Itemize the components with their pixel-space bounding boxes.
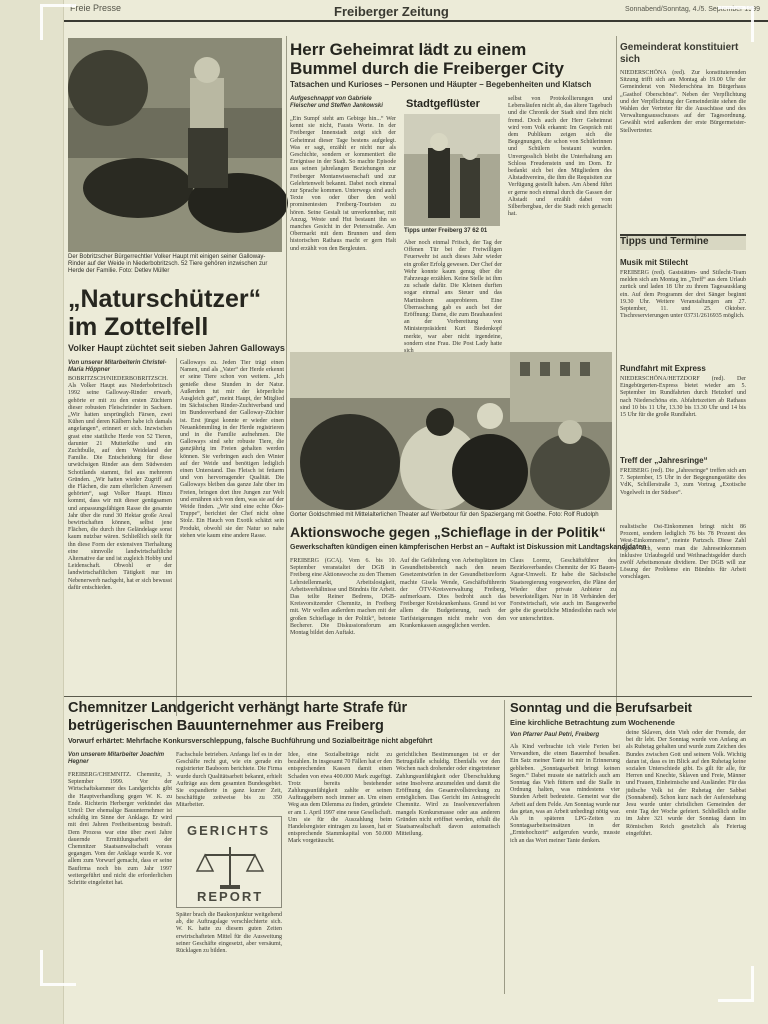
aktion-column-1: FREIBERG (GCA). Vom 6. bis 10. September veranstaltet der DGB in Freiberg eine Aktionswoche zu den Themen Lehrstellenmarkt, Arbeitslosigkeit, Arbeitsverhältnisse und Bündnis für Arbeit. Das teilte Reiner Bedrens, DGB-Kreisvorsitzender Chemnitz, in Freiberg mit. Wir wollen außerdem machen mit der großen Schieflage in der Politik“, betonte Becherer. Die Diskussionsforum am Montag bildet den Auftakt. xyxy=(290,558,396,637)
aktion-headline: Aktionswoche gegen „Schieflage in der Politik“ xyxy=(290,524,606,540)
galloway-photo-illustration xyxy=(68,38,282,252)
masthead-left: Freie Presse xyxy=(70,3,122,13)
left-margin xyxy=(0,0,64,1024)
landgericht-byline: Von unserem Mitarbeiter Joachim Hegner xyxy=(68,752,165,765)
galloway-headline-line2: im Zottelfell xyxy=(68,313,209,341)
galloway-headline-line1: „Naturschützer“ xyxy=(68,285,262,313)
landgericht-column-4: gerichtlichen Bestimmungen ist er der Betrugsfälle schuldig. Ebenfalls vor den Wochen nach drohender oder eingetretener Zahlungsunfähigkeit oder Überschuldung seine Insolvenz anzumelden und damit die Eröffnung des Gesamtvollstreckung zu ermöglichen. Das Gericht im Antragrecht Chemnitz. Wird zu Insolvenzverfahren mangels Konkursmasse oder aus anderen Gründen nicht eröffnet werden, erhält die Staatsanwaltschaft davon automatisch Mitteilung. xyxy=(396,752,500,838)
tips-section-2-title: Rundfahrt mit Express xyxy=(620,364,706,373)
gerichtsreport-scales-icon xyxy=(177,843,283,893)
aktion-column-4: realistische Ost-Einkommen bringt nicht 86 Prozent, sondern lediglich 76 bis 78 Prozent des West-Einkommens“, meinte Partzsch. Diese Zahl ergebe sich, wenn man die Jahreseinkommen inklusive Urlaubsgeld und Weihnachtsgelder durch zwölf Arbeitsmonate dividiere. Der DGB will zur Lösung der Probleme ein Bündnis für Arbeit vorschlagen. xyxy=(620,524,746,581)
stadtgefluester-caption: Tipps unter Freiberg 37 62 01 xyxy=(404,228,488,234)
masthead-date: Sonnabend/Sonntag, 4./5. September 1999 xyxy=(624,6,760,13)
tips-title: Tipps und Termine xyxy=(620,236,709,247)
aktion-photo-illustration xyxy=(290,352,612,510)
aktion-photo-caption: Gorter Goldschmied mit Mittelalterlichen Theater auf Werbetour für den Spaziergang mit Goethe. Foto: Rolf Rudolph xyxy=(290,512,599,518)
stadtgefluester-photo-illustration xyxy=(404,114,500,226)
right-column-rule xyxy=(616,36,617,716)
bummel-column-1: „Ein Sumpf steht am Gebirge hin...“ Wer kennt sie nicht, Fausts Worte. In der Freiberger Innenstadt zeigt sich der Geheimrat dieser Tage bestens aufgelegt. Was er sagt, erzählt er nicht nur als Geschichte, sondern er kommentiert die Ereignisse in der Stadt. So machte Episode aus seinen jahrelangen Beziehungen zur Freiberger Montanwissenschaft und zur Gelehrtenwelt bekannt. Dabei noch einmal zur Sprache kommen. Unterwegs sind auch Texte von oder über den wohl prominentesten Freiberg-Touristen zu hören. Seine Gestalt ist unverkennbar, mit Anzug, Weste und Hut bestaunt ihn so manches Gesicht in der Petersstraße. Am Obermarkt mit dem Brunnen und dem historischen Rathaus macht er gern Halt und erzählt von den Bergleuten. xyxy=(290,116,396,252)
galloway-subhead: Volker Haupt züchtet seit sieben Jahren Galloways xyxy=(68,343,285,353)
bummel-subhead: Tatsachen und Kurioses – Personen und Häupter – Begebenheiten und Klatsch xyxy=(290,80,592,89)
sonntag-subhead: Eine kirchliche Betrachtung zum Wochenende xyxy=(510,718,675,727)
bummel-headline-line1: Herr Geheimrat lädt zu einem xyxy=(290,40,527,59)
landgericht-subhead: Vorwurf erhärtet: Mehrfache Konkursverschleppung, falsche Buchführung und Sozialbeiträge nicht abgeführt xyxy=(68,738,433,745)
gerichtsreport-line2: REPORT xyxy=(197,889,264,904)
stadtgefluester-photo xyxy=(404,114,500,226)
bummel-headline-line2: Bummel durch die Freiberger City xyxy=(290,59,564,78)
left-section-rule xyxy=(286,36,287,716)
viewfinder-corner-top-right xyxy=(718,6,754,42)
gerichtsreport-line1: GERICHTS xyxy=(187,823,271,838)
landgericht-column-2b: Später brach die Baukonjunktur weitgehend ab, die Auftragslage verschlechterte sich. W. K. hatte zu diesem guten Zeiten erwirtschafteten Mittel für die Ausweitung seiner Geschäfte eingesetzt, aber versäumt, Rücklagen zu bilden. xyxy=(176,912,282,955)
tips-section-3-title: Treff der „Jahresringe“ xyxy=(620,456,708,465)
aktion-column-2: Auf die Gefährdung von Arbeitsplätzen im Gesundheitsbereich nach den neuen Gesetzentwürfen in der Gesundheitsreform machte Gisela Wende, Geschäftsführerin der ÖTV-Kreisverwaltung Freiberg, aufmerksam. Dies bedroht auch das Freiberger Kreiskrankenhaus. Grund ist vor allem die Budgetierung, nach der Tarifsteigerungen nicht mehr von den Krankenkassen ausgeglichen werden. xyxy=(400,558,506,629)
tips-section-1-text: FREIBERG (red). Gaststätten- und Stilecht-Team melden sich am Montag im „Treff“ aus dem Urlaub zurück und laden 18 Uhr zu ihrem Tagesausklang ein. Auf dem Programm der drei Sänger beginnt 19.30 Uhr. Weitere Veranstaltungen am 27. September, 11. und 25. Oktober. Tischreservierungen unter 03731/2616935 möglich. xyxy=(620,270,746,320)
aktion-column-3: Claus Lorenz, Geschäftsführer des Bezirksverbandes Chemnitz der IG Bauen-Agrar-Umwelt. Er habe die Sächsische Staatsregierung vorgeworfen, die Pläne der Wieder über private Anbieter zu bewerkstelligen. Nur in 18 Verbänden der Forstwirtschaft, wie auch im Baugewerbe gebe die gesetzliche Mindestlohn nach wie vor unterschritten. xyxy=(510,558,616,622)
viewfinder-corner-bottom-left xyxy=(40,950,76,986)
gemeinderat-title: Gemeinderat konstituiert sich xyxy=(620,42,739,65)
lower-section-rule xyxy=(64,696,752,697)
aktion-photo xyxy=(290,352,612,510)
viewfinder-corner-top-left xyxy=(40,4,76,40)
galloway-photo-caption: Der Bobritzscher Bürgerrechtler Volker Haupt mit einigen seiner Galloway-Rinder auf der Weide in Niederbobritzsch. 52 Tiere gehören inzwischen zur Herde der Familie. Foto: Detlev Müller xyxy=(68,254,268,274)
masthead-title: Freiberger Zeitung xyxy=(334,4,449,19)
bummel-byline: Aufgeschnappt von Gabriele Fleischer und Steffen Jankowski xyxy=(290,96,383,109)
tips-section-1-title: Musik mit Stilecht xyxy=(620,258,689,267)
galloway-column-2: Galloways zu. Jeden Tier trägt einen Namen, und als „Vater“ der Herde erkennt er seine Tiere schon von weitem. „Ich genieße diese Stunden in der Natur. Außerdem tut mir der körperliche Ausgleich gut“, meint Haupt, der Mitglied im Sächsischen Rinder-Zuchtverband und im Bundesverband der Galloway-Züchter ist. Erst jüngst konnte er wieder einen Neuankömmling in der Herde registrieren und in die Familie aufnehmen. Die Galloways sind sehr robuste Tiere, die ganzjährig im Freien gehalten werden können. Sie verbringen auch den Winter auf der Weide und benötigen lediglich einen Unterstand. Das Fleisch ist fettarm und von hervorragender Qualität. Die Galloways bleiben das ganze Jahr über im Freien, bringen dort ihre Jungen zur Welt und ernähren sich von dem, was sie auf der Weide finden. „Wir sind eine echte Öko-Truppe“, berichtet der Chef nicht ohne Stolz. Ein Hauch von Exotik schätzt sein Produkt, obwohl sie der Natur so nahe stehen wie kaum eine andere Rasse. xyxy=(180,360,284,539)
landgericht-column-2: Fachschule betrieben. Anfangs lief es in der Geschäfte recht gut, wie ein gerade ein registrierter Bauboom berichtete. Die Firma wurde durch Qualitätsarbeit bekannt, erhielt Aufträge aus dem gesamten Bundesgebiet. Sie expandierte in ganz kurzer Zeit, beschäftigte zeitweise bis zu 350 Mitarbeiter. xyxy=(176,752,282,809)
galloway-photo xyxy=(68,38,282,252)
galloway-byline: Von unserer Mitarbeiterin Christel-Maria Höppner xyxy=(68,360,167,373)
gerichtsreport-logo xyxy=(176,816,282,908)
landgericht-headline-line2: betrügerischen Bauunternehmer aus Freiberg xyxy=(68,718,384,734)
sonntag-column-2: deine Sklaven, dein Vieh oder der Fremde, der bei dir lebt. Der Sonntag wurde von Anfang an als Ruhetag gehalten und wurde zum Zeichen des Bundes zwischen Gott und seinem Volk. Wichtig daran ist, dass es im Blick auf den Ruhetag keine sozialen Unterschiede gibt. Es gilt für alle, für Herren und Knechte, Sklaven und Freie, Männer und Frauen, Einheimische und Ausländer. Für das jüdische Volk ist der Ruhetag der Sabbat (Sonnabend). Schon kurz nach der Auferstehung Jesu wurde unter christlichen Gemeinden der erste Tag der Woche gefeiert. Schließlich stellte im Jahre 321 wurde der Sonntag dann im Römischen Reich gesetzlich als Feiertag eingeführt. xyxy=(626,730,746,837)
viewfinder-corner-bottom-right xyxy=(718,966,754,1002)
landgericht-column-1: FREIBERG/CHEMNITZ. Chemnitz, 3. September 1999. Vor der Wirtschaftskammer des Landgerichts gibt die Hauptverhandlung gegen W. K. zu Ende. Richterin Herberger verkündet das Urteil: Der ehemalige Bauunternehmer ist schuldig im Sinne der Anklage. Er wird mit drei Jahren Freiheitsentzug bestraft. Dem Prozess war eine über zwei Jahre dauernde Ermittlungsarbeit der Chemnitzer Staatsanwaltschaft voraus gegangen. Vom der Anklage wurde K. vor allem zum Vorwurf gemacht, dass er seine Baufirma noch bis zum Jahr 1997 weitergeführt und nicht die erforderlichen Schritte eingeleitet hat. xyxy=(68,772,172,887)
sonntag-column-1: Als Kind verbrachte ich viele Ferien bei Verwandten, die einen Bauernhof besaßen. Ein Satz meiner Tante ist mir in Erinnerung geblieben. „Sonntagsarbeit bringt keinen Segen.“ Dabei musste sie natürlich auch am Sonntag das Vieh füttern und die Stalle in Ordnung halten, was mindestens vier Stunden Arbeit bedeutete. Gemeint war die Arbeit auf dem Felde. Am Sonntag wurde nur das getan, was an Arbeit unbedingt nötig war. Als in späteren LPG-Zeiten zu Sonntagsarbeitseinsätzen in der „Erntehochzeit“ aufgerufen wurde, musste ich an das Wort meiner Tante denken. xyxy=(510,744,620,844)
tips-section-3-text: FREIBERG (red). Die „Jahresringe“ treffen sich am 7. September, 15 Uhr in der Begegnungsstätte des VdK, Schillerstraße 3, zum Vortrag „Exotische Vogelwelt in der Südsee“. xyxy=(620,468,746,496)
sonntag-byline: Von Pfarrer Paul Petri, Freiberg xyxy=(510,732,600,738)
landgericht-headline-line1: Chemnitzer Landgericht verhängt harte Strafe für xyxy=(68,700,408,716)
galloway-column-rule xyxy=(176,358,177,716)
masthead xyxy=(64,0,768,22)
stadtgefluester-text: Aber noch einmal Fritsch, der Tag der Offenen Tür bei der Freiwilligen Feuerwehr ist auch dieses Jahr wieder ein großer Erfolg gewesen. Der Chef der Wehr konnte kaum genug über die Fahrzeuge erzählen. Keine Stelle ist ihm zu schade dafür. Die Kleinen durften sogar einmal ans Steuer und das Martinshorn ausprobieren. Eine Überraschung gab es auch bei der Eröffnung: Dame, die zum Brauhausfest an der Vorbereitung von Ministerpräsident Kurt Biedenkopf merkte, war aber nicht irgendeine, sondern eine Frau. Die Post Lady hatte xyxy=(404,240,502,347)
sonntag-headline: Sonntag und die Berufsarbeit xyxy=(510,700,693,715)
sonntag-rule xyxy=(504,700,505,994)
stadtgefluester-title: Stadtgeflüster xyxy=(406,98,480,110)
tips-section-2-text: NIEDERSCHÖNA/HETZDORF (red). Der Eingebürgerten-Express bietet wieder am 5. September im Rundfahrten durch Hetzdorf und nach Niederschöna ein. Abfahrtszeiten ab Rathaus sind 10 bis 11 Uhr, 13.30 bis 13.30 Uhr und 14 bis 15 Uhr für die große Rundfahrt. xyxy=(620,376,746,419)
landgericht-column-3: Idee, eine Sozialbeiträge nicht zu bezahlen. In insgesamt 70 Fällen hat er den entsprechenden Kassen damit einen Schaden von etwa 400.000 Mark zugefügt. Trotz bereits bestehender Zahlungsunfähigkeit zahlte er seinen Auftraggebern noch immer an. Um einen Weg aus dem Dilemma zu finden, gründete er am 1. April 1997 eine neue Gesellschaft. Um sie für die Auszahlung beim Handelsregister eintragen zu lassen, hat er entsprechende Stammkapital von 50.000 Mark vorgetäuscht. xyxy=(288,752,392,845)
bummel-column-3: selbst von Protokollierungen und Lebensläufen nicht ab, das ältere Tagebuch und die Chronik der Stadt sind ihm nicht fremd. Doch auch der Herr Geheimrat wird vom Volk erkannt: Im Gespräch mit dem Publikum zeigen sich die Begegnungen, die schon von Schülerinnen und Schülern bestaunt wurden. Unvergesslich bleibt die Unterhaltung am Schloss Freudenstein und im Dom. Er bedankt sich bei den Mitgliedern des Altstadtvereins, die ihm die Requisiten zur Verfügung gestellt haben. Am Abend führt er gerne noch einmal durch die Gassen der Altstadt und erzählt dabei vom Silberbergbau, der die Stadt reich gemacht hat. xyxy=(508,96,612,218)
gemeinderat-text: NIEDERSCHÖNA (red). Zur konstituierenden Sitzung trifft sich am Montag ab 19.00 Uhr der Gemeinderat von Niederschöna im Bürgerhaus „Gasthof Oberschöna“. Neben der Verpflichtung und der Verpflichtung der Gemeinderäte stehen die Wahlen der Vertreter für die Ausschüsse und des Verwaltungsausschusses auf der Tagesordnung. Gewählt wird außerdem der erste Bürgermeister-Stellvertreter. xyxy=(620,70,746,134)
aktion-subhead: Gewerkschaften kündigen einen kämpferischen Herbst an – Auftakt ist Diskussion mit Landtagskandidaten xyxy=(290,544,647,551)
galloway-column-1: BOBRITZSCH/NIEDERBOBRITZSCH. Als Volker Haupt aus Niederbobritzsch 1992 seine Galloway-Rinder erwarb, gehörte er mit zu den ersten Züchtern dieser robusten Fleischrinder in Sachsen. „Wir hatten ursprünglich Färsen, zwei Kühen und deren Kälbern habe ich damals angefangen“, erinnert er sich. Inzwischen grast eine stattliche Herde von 52 Tieren, darunter 21 Mutterkühe und ein Zuchtbulle, auf dem Weideland der Familie. Die Entscheidung für diese urwüchsigen Rinder aus dem Südwesten Schottlands stammt, fiel aus mehreren Gründen. „Wir hatten wieder Zugriff auf die Flächen, die zum elterlichen Anwesen gehörten“, sagt Volker Haupt. Hinzu kommt, dass wir mit dieser genügsamen und anpassungsfähigen Rasse die gesamte Jahr über die rund 30 Hektar große Areal bewirtschaften können, selbst jene Flächen, die durch ihre Geländelage sonst kaum nutzbar wären. Schließlich stellt für ihn diese Form der extensiven Tierhaltung eine sinnvolle landwirtschaftliche Alternative dar und ist zugleich Hobby und Leidenschaft. Obwohl er der landwirtschaftlichen Tätigkeit nur im Nebenerwerb nachgeht, hat er sich bewusst dafür entschieden. xyxy=(68,376,172,591)
